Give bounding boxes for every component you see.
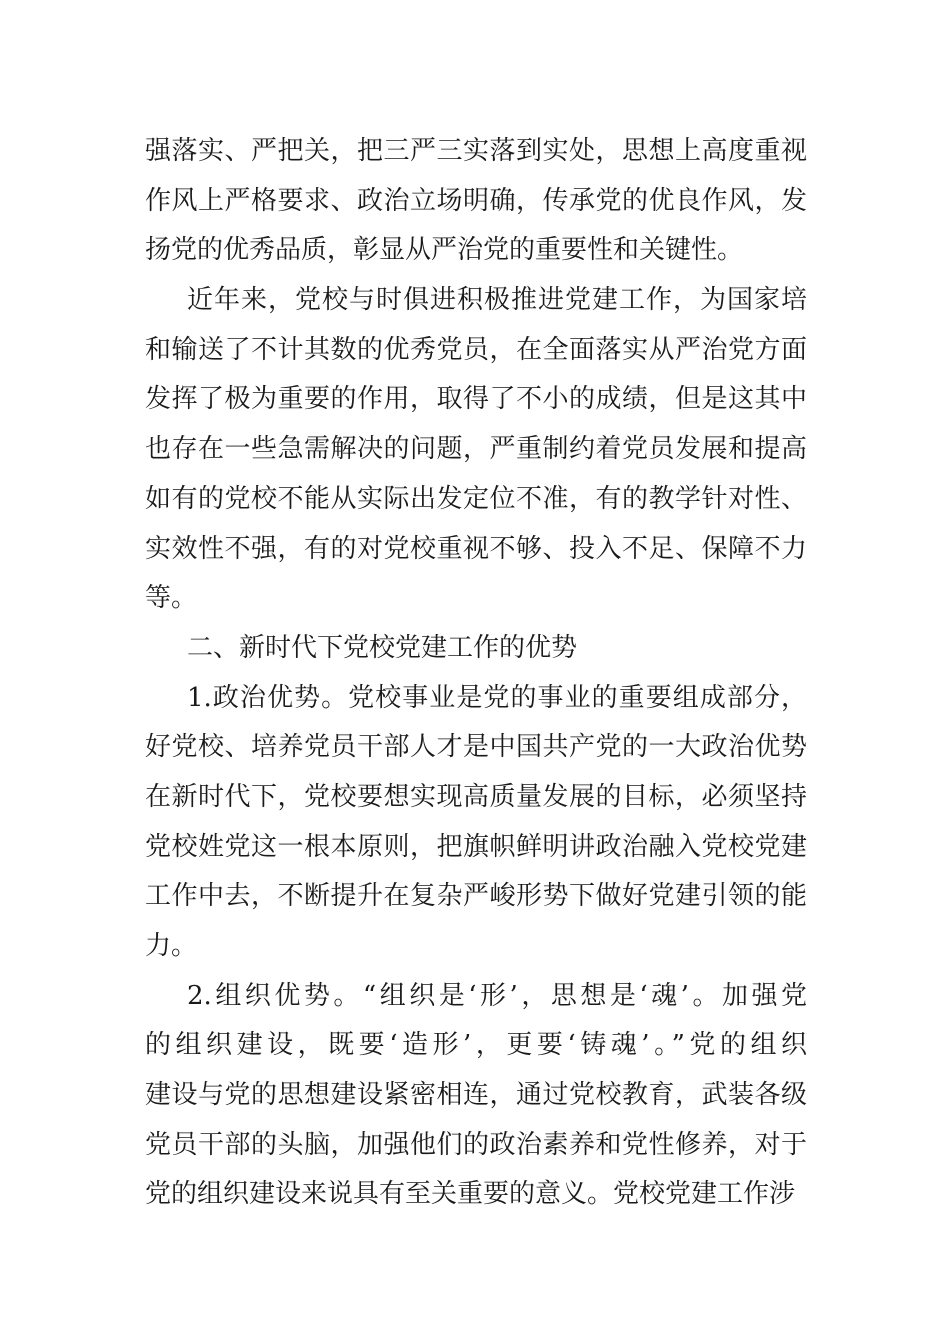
text-line: 发挥了极为重要的作用，取得了不小的成绩，但是这其中 (145, 384, 807, 415)
section-heading (145, 624, 807, 674)
text-line: 工作中去，不断提升在复杂严峻形势下做好党建引领的能 (145, 881, 807, 912)
text-line: 也存在一些急需解决的问题，严重制约着党员发展和提高 (145, 434, 807, 465)
text-line: 力。 (145, 931, 198, 961)
paragraph (145, 972, 807, 1220)
text-line: 作风上严格要求、政治立场明确，传承党的优良作风，发 (145, 185, 807, 216)
text-line: 建设与党的思想建设紧密相连，通过党校教育，武装各级 (145, 1080, 807, 1111)
text-line: 强落实、严把关，把三严三实落到实处，思想上高度重视 (145, 136, 807, 166)
text-line: 扬党的优秀品质，彰显从严治党的重要性和关键性。 (145, 235, 744, 266)
text-line: 二、新时代下党校党建工作的优势 (187, 632, 578, 663)
text-line: 1.政治优势。党校事业是党的事业的重要组成部分， (187, 682, 807, 713)
document-body (145, 127, 807, 1220)
text-line: 党员干部的头脑，加强他们的政治素养和党性修养，对于 (145, 1129, 807, 1160)
text-line: 等。 (145, 583, 198, 614)
text-line: 党校姓党这一根本原则，把旗帜鲜明讲政治融入党校党建 (145, 831, 807, 862)
text-line: 2.组织优势。“组织是‘形’，思想是‘魂’。加强党 (187, 980, 807, 1011)
text-line: 党的组织建设来说具有至关重要的意义。党校党建工作涉 (145, 1179, 796, 1210)
text-line: 好党校、培养党员干部人才是中国共产党的一大政治优势 (145, 732, 807, 763)
text-line: 近年来，党校与时俱进积极推进党建工作，为国家培 (187, 285, 807, 316)
text-line: 在新时代下，党校要想实现高质量发展的目标，必须坚持 (145, 781, 807, 812)
text-line: 的组织建设，既要‘造形’，更要‘铸魂’。”党的组织 (145, 1030, 807, 1061)
paragraph (145, 276, 807, 624)
text-line: 和输送了不计其数的优秀党员，在全面落实从严治党方面 (145, 334, 807, 365)
text-line: 如有的党校不能从实际出发定位不准，有的教学针对性、 (145, 483, 807, 514)
paragraph (145, 674, 807, 972)
paragraph (145, 127, 807, 276)
text-line: 实效性不强，有的对党校重视不够、投入不足、保障不力 (145, 533, 807, 564)
